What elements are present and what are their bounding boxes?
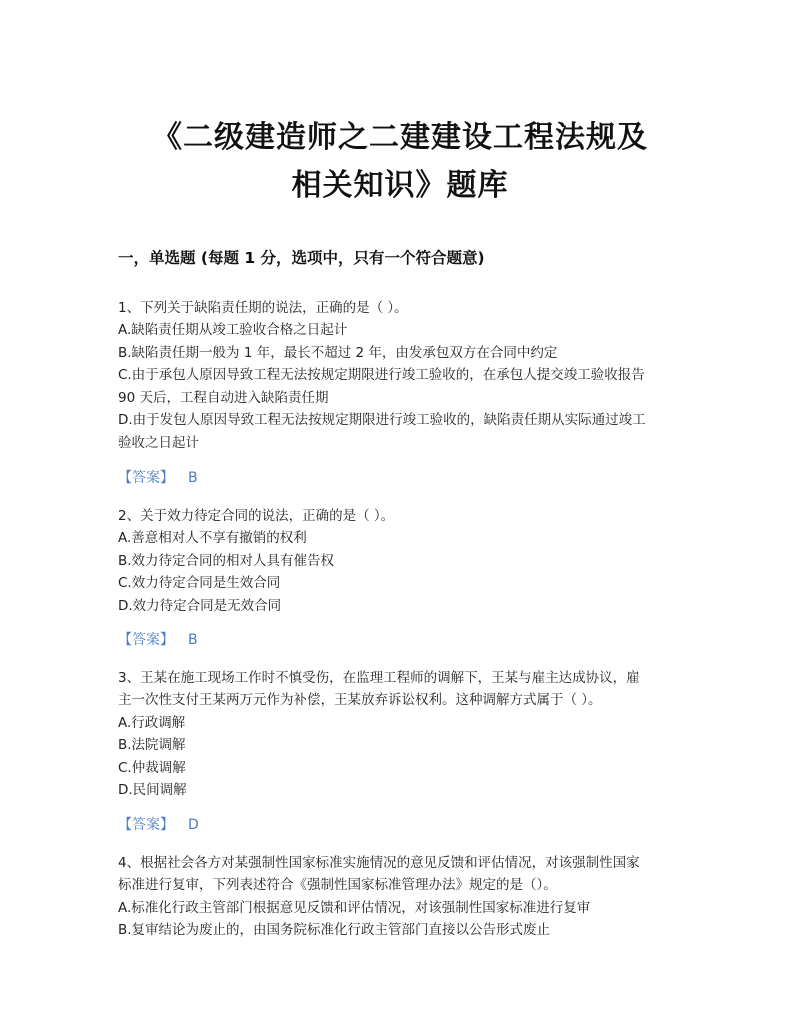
question-1-stem: 1、下列关于缺陷责任期的说法，正确的是（ ）。 <box>118 300 408 316</box>
question-1-option-a: A.缺陷责任期从竣工验收合格之日起计 <box>118 322 348 338</box>
question-2-stem: 2、关于效力待定合同的说法，正确的是（ ）。 <box>118 508 395 524</box>
question-1-answer <box>118 467 198 487</box>
answer-value: B <box>188 632 198 648</box>
section-heading: 一，单选题 (每题 1 分，选项中，只有一个符合题意) <box>118 249 485 267</box>
question-1-option-d: D.由于发包人原因导致工程无法按规定期限进行竣工验收的，缺陷责任期从实际通过竣工 <box>118 412 646 428</box>
question-3-option-c: C.仲裁调解 <box>118 760 186 776</box>
question-4-stem: 4、根据社会各方对某强制性国家标准实施情况的意见反馈和评估情况，对该强制性国家 <box>118 855 640 871</box>
question-3-option-b: B.法院调解 <box>118 737 186 753</box>
question-2-option-a: A.善意相对人不享有撤销的权利 <box>118 530 307 546</box>
document-title-line-2: 相关知识》题库 <box>291 168 509 203</box>
question-1-option-c: C.由于承包人原因导致工程无法按规定期限进行竣工验收的，在承包人提交竣工验收报告 <box>118 367 645 383</box>
question-3-stem-cont: 主一次性支付王某两万元作为补偿，王某放弃诉讼权利。这种调解方式属于（ ）。 <box>118 692 602 708</box>
answer-value: B <box>188 470 198 486</box>
question-2-option-d: D.效力待定合同是无效合同 <box>118 598 282 614</box>
answer-label: 【答案】 <box>118 817 174 833</box>
question-3-option-a: A.行政调解 <box>118 715 186 731</box>
question-1-option-d-cont: 验收之日起计 <box>118 435 199 451</box>
question-3-answer <box>118 814 199 834</box>
question-4-stem-cont: 标准进行复审，下列表述符合《强制性国家标准管理办法》规定的是（）。 <box>118 877 557 893</box>
question-2-option-c: C.效力待定合同是生效合同 <box>118 575 281 591</box>
question-3-stem: 3、王某在施工现场工作时不慎受伤，在监理工程师的调解下，王某与雇主达成协议，雇 <box>118 670 640 686</box>
question-1-option-b: B.缺陷责任期一般为 1 年，最长不超过 2 年，由发承包双方在合同中约定 <box>118 345 558 361</box>
question-3-option-d: D.民间调解 <box>118 782 187 798</box>
question-4-option-a: A.标准化行政主管部门根据意见反馈和评估情况，对该强制性国家标准进行复审 <box>118 900 591 916</box>
question-4-option-b: B.复审结论为废止的，由国务院标准化行政主管部门直接以公告形式废止 <box>118 922 551 938</box>
question-2-option-b: B.效力待定合同的相对人具有催告权 <box>118 553 335 569</box>
answer-label: 【答案】 <box>118 470 174 486</box>
question-1-option-c-cont: 90 天后，工程自动进入缺陷责任期 <box>118 390 329 406</box>
answer-value: D <box>188 817 199 833</box>
answer-label: 【答案】 <box>118 632 174 648</box>
document-title-line-1: 《二级建造师之二建建设工程法规及 <box>152 120 648 155</box>
question-2-answer <box>118 629 198 649</box>
